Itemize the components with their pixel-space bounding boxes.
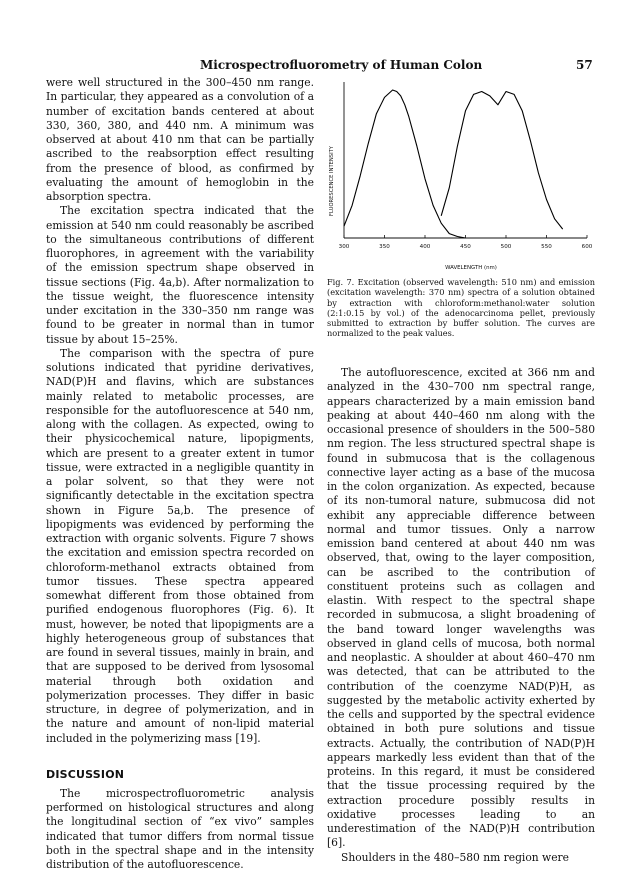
body-paragraph: The autofluorescence, excited at 366 nm and analyzed in the 430–700 nm spectral range, appears characterized by a main emission band peaking at about 440–460 nm along with the occasional presence of shoulders in the 500–580 nm region. The less structured spectral shape is found in submucosa that is the collagenous connective layer acting as a base of the mucosa in the colon organization. As expected, because of its non-tumoral nature, submucosa did not exhibit any appreciable difference between normal and tumor tissues. Only a narrow emission band centered at about 440 nm was observed, that, owing to the layer composition, can be ascribed to the contribution of constituent proteins such as collagen and elastin. With respect to the spectral shape recorded in submucosa, a slight broadening of the band toward longer wavelengths was observed in gland cells of mucosa, both normal and neoplastic. A shoulder at about 460–470 nm was detected, that can be attributed to the contribution of the coenzyme NAD(P)H, as suggested by the metabolic activity exherted by the cells and supported by the spectral evidence obtained in both pure solutions and tissue extracts. Actually, the contribution of NAD(P)H appears markedly less evident than that of the proteins. In this regard, it must be considered that the tissue processing required by the extraction procedure possibly results in oxidative processes leading to an underestimation of the NAD(P)H contribution [6]. bbox=[327, 366, 595, 850]
x-tick-label: 600 bbox=[581, 244, 593, 250]
body-paragraph: were well structured in the 300–450 nm range. In particular, they appeared as a convolution of a number of excitation bands centered at about 330, 360, 380, and 440 nm. A minimum was observed at about 410 nm that can be partially ascribed to the reabsorption effect resulting from the presence of blood, as confirmed by evaluating the amount of hemoglobin in the absorption spectra. bbox=[46, 76, 314, 203]
x-tick-label: 500 bbox=[500, 244, 512, 250]
figure-7 bbox=[327, 76, 595, 276]
x-tick-label: 300 bbox=[338, 244, 350, 250]
right-column bbox=[327, 366, 595, 865]
x-tick-label: 450 bbox=[460, 244, 471, 250]
emission-spectrum-line bbox=[441, 92, 563, 230]
x-tick-label: 400 bbox=[419, 244, 431, 250]
body-paragraph: Shoulders in the 480–580 nm region were bbox=[341, 850, 569, 864]
y-axis-label: FLUORESCENCE INTENSITY bbox=[329, 146, 335, 216]
x-axis-label: WAVELENGTH (nm) bbox=[445, 265, 497, 271]
x-tick-label: 550 bbox=[541, 244, 552, 250]
excitation-spectrum-line bbox=[344, 90, 466, 238]
x-tick-label: 350 bbox=[379, 244, 390, 250]
body-paragraph: The excitation spectra indicated that the emission at 540 nm could reasonably be ascribed to the simultaneous contributions of different fluorophores, in agreement with the variability of the emission spectrum shape observed in tissue sections (Fig. 4a,b). After normalization to the tissue weight, the fluorescence intensity under excitation in the 330–350 nm range was found to be greater in normal than in tumor tissue by about 15–25%. bbox=[46, 204, 314, 346]
body-paragraph: The comparison with the spectra of pure solutions indicated that pyridine derivatives, NAD(P)H and flavins, which are substances mainly related to metabolic processes, are responsible for the autofluorescence at 540 nm, along with the collagen. As expected, owing to their physicochemical nature, lipopigments, which are present to a greater extent in tumor tissue, were extracted in a negligible quantity in a polar solvent, so that they were not significantly detectable in the excitation spectra shown in Figure 5a,b. The presence of lipopigments was evidenced by performing the extraction with organic solvents. Figure 7 shows the excitation and emission spectra recorded on chloroform-methanol extracts obtained from tumor tissues. These spectra appeared somewhat different from those obtained from purified endogenous fluorophores (Fig. 6). It must, however, be noted that lipopigments are a highly heterogeneous group of substances that are found in several tissues, mainly in brain, and that are supposed to be derived from lysosomal material through both oxidation and polymerization processes. They differ in basic structure, in degree of polymerization, and in the nature and amount of non-lipid material included in the polymerizing mass [19]. bbox=[46, 346, 314, 745]
body-paragraph: The microspectrofluorometric analysis performed on histological structures and along the longitudinal section of “ex vivo” samples indicated that tumor differs from normal tissue both in the spectral shape and in the intensity distribution of the autofluorescence. bbox=[46, 786, 314, 871]
left-column bbox=[46, 76, 314, 872]
running-title: Microspectrofluorometry of Human Colon bbox=[200, 58, 483, 72]
spectra-chart bbox=[327, 76, 595, 276]
figure-caption: Fig. 7. Excitation (observed wavelength: 510 nm) and emission (excitation wavelength: 370 nm) spectra of a solution obtained by extraction with chloroform:methanol:water solution (2:1:0.15 by vol.) of the adenocarcinoma pellet, previously submitted to extraction by buffer solution. The curves are normalized to the peak values. bbox=[327, 277, 595, 339]
page-number: 57 bbox=[576, 58, 593, 72]
section-heading-discussion: DISCUSSION bbox=[46, 767, 125, 781]
